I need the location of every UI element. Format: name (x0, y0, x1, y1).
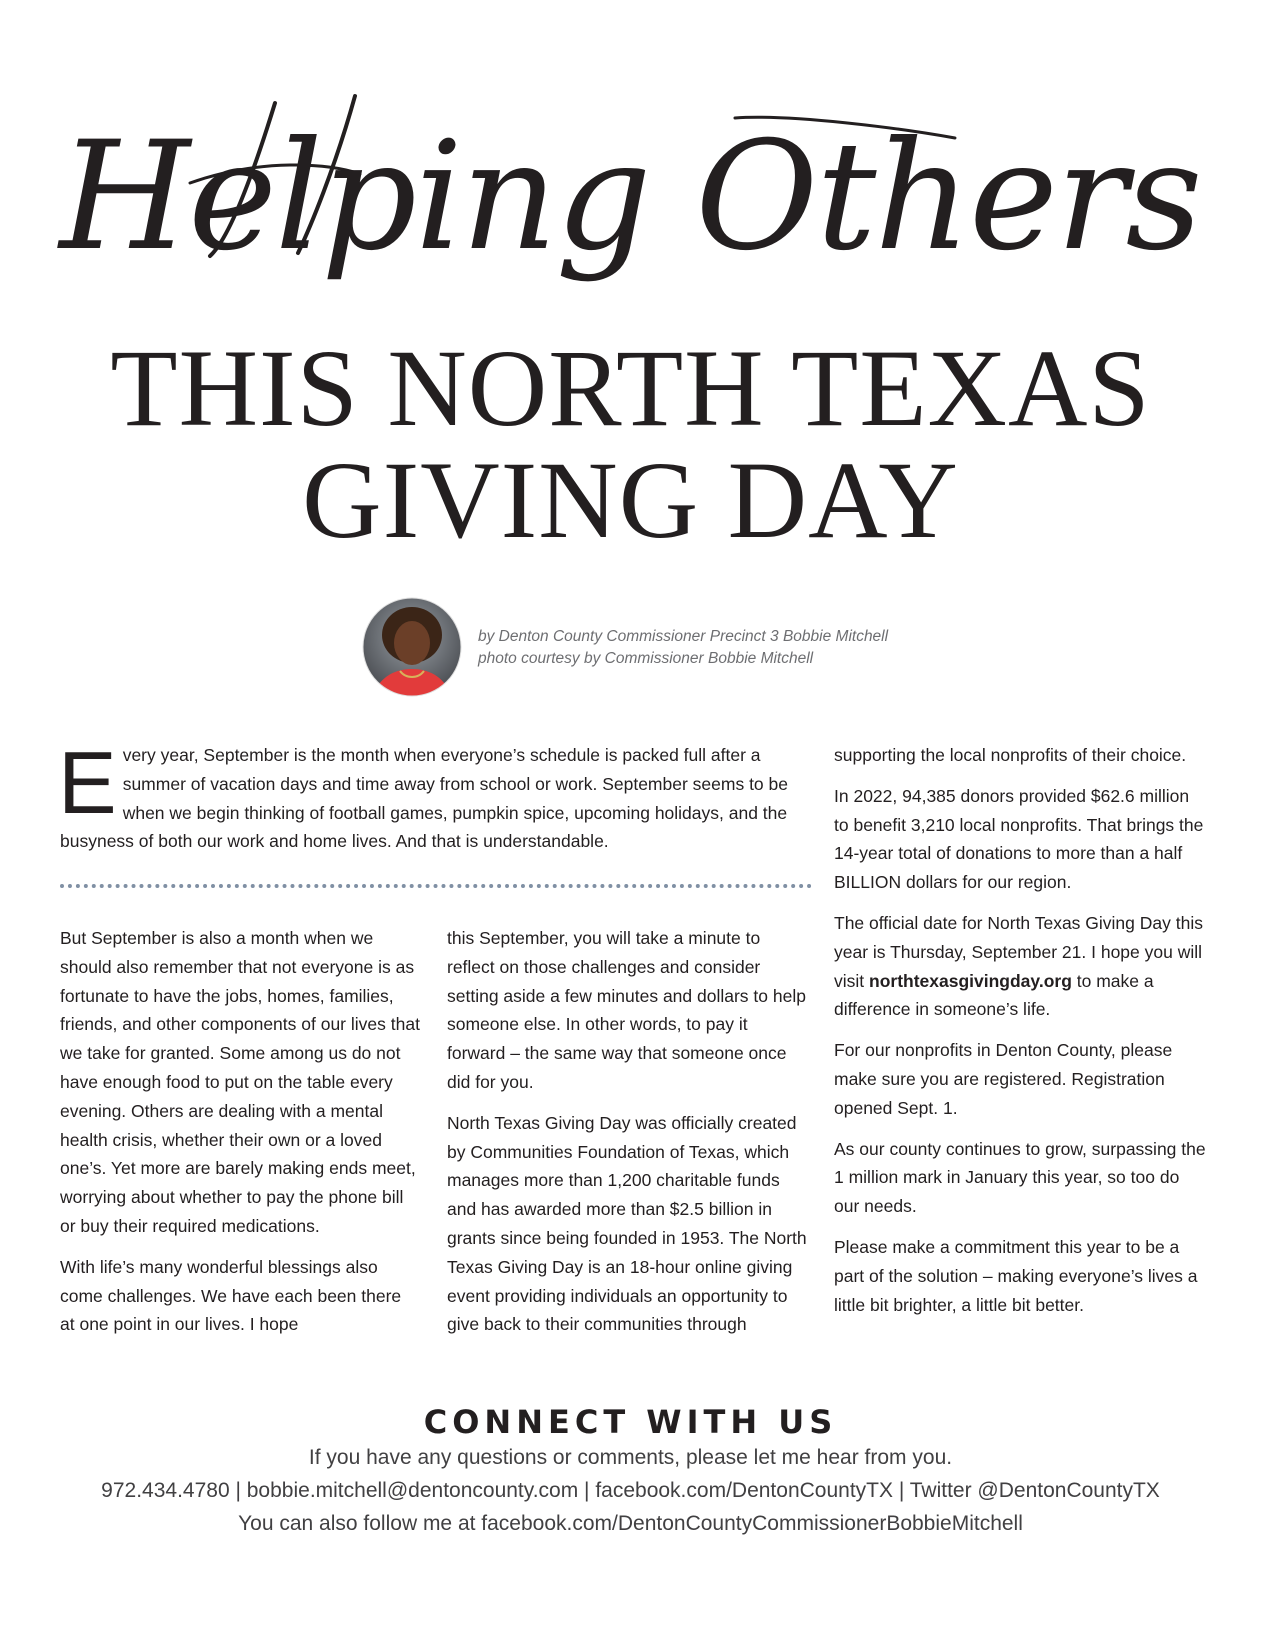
author-portrait (362, 597, 462, 697)
dotted-divider (60, 884, 812, 888)
paragraph: For our nonprofits in Denton County, please make sure you are registered. Registration opened Sept. 1. (834, 1040, 1173, 1118)
paragraph: As our county continues to grow, surpassing the 1 million mark in January this year, so too do our needs. (834, 1138, 1206, 1217)
paragraph (834, 909, 1206, 1024)
contact-details: 972.434.4780 | bobbie.mitchell@dentoncounty.com | facebook.com/DentonCountyTX | Twitter @DentonCountyTX (101, 1479, 1160, 1502)
byline-author: by Denton County Commissioner Precinct 3 Bobbie Mitchell (478, 628, 889, 645)
intro-text: very year, September is the month when everyone’s schedule is packed full after a summer of vacation days and time away from school or work. September seems to be when we begin thinking of football games, pumpkin spice, upcoming holidays, and the busyness of both our work and home lives. And that is understandable. (60, 745, 788, 852)
connect-invite: If you have any questions or comments, please let me hear from you. (308, 1446, 953, 1469)
headline-script (0, 78, 1261, 348)
giving-day-link[interactable]: northtexasgivingday.org (869, 970, 1072, 991)
article-column-3 (834, 741, 1206, 1331)
article-column-1 (60, 924, 420, 1351)
paragraph: In 2022, 94,385 donors provided $62.6 million to benefit 3,210 local nonprofits. That brings the 14-year total of donations to more than a half BILLION dollars for our region. (834, 785, 1204, 893)
paragraph: Please make a commitment this year to be a part of the solution – making everyone’s lives a little bit brighter, a little bit better. (834, 1236, 1198, 1315)
paragraph: North Texas Giving Day was officially created by Communities Foundation of Texas, which manages more than 1,200 charitable funds and has awarded more than $2.5 billion in grants since being founded in 1953. The North Texas Giving Day is an 18-hour online giving event providing individuals an opportunity to give back to their communities through (447, 1112, 807, 1335)
byline-photo-credit: photo courtesy by Commissioner Bobbie Mitchell (478, 650, 814, 667)
drop-cap: E (58, 733, 117, 832)
paragraph: With life’s many wonderful blessings also come challenges. We have each been there at one point in our lives. I hope (60, 1256, 402, 1335)
headline-line-2: GIVING DAY (302, 439, 959, 561)
article-intro (58, 733, 812, 856)
paragraph-text: to make a difference in someone’s life. (834, 970, 1154, 1020)
paragraph: But September is also a month when we should also remember that not everyone is as fortunate to have the jobs, homes, families, friends, and other components of our lives that we take for granted. Some among us do not have enough food to put on the table every evening. Others are dealing with a mental health crisis, whether their own or a loved one’s. Yet more are barely making ends meet, worrying about whether to pay the phone bill or buy their required medications. (60, 928, 420, 1236)
article-column-2 (447, 924, 809, 1351)
headline-line-1: THIS NORTH TEXAS (110, 327, 1151, 449)
byline (478, 626, 888, 670)
paragraph-text: The official date for North Texas Giving Day this year is Thursday, September 21. I hope you will visit (834, 912, 1203, 991)
connect-title: CONNECT WITH US (423, 1403, 838, 1441)
facebook-follow: You can also follow me at facebook.com/DentonCountyCommissionerBobbieMitchell (238, 1512, 1023, 1535)
paragraph: supporting the local nonprofits of their choice. (834, 745, 1187, 765)
paragraph: this September, you will take a minute to reflect on those challenges and consider setting aside a few minutes and dollars to help someone else. In other words, to pay it forward – the same way that someone once did for you. (447, 928, 806, 1092)
headline-script-text: Helping Others (59, 110, 1201, 284)
